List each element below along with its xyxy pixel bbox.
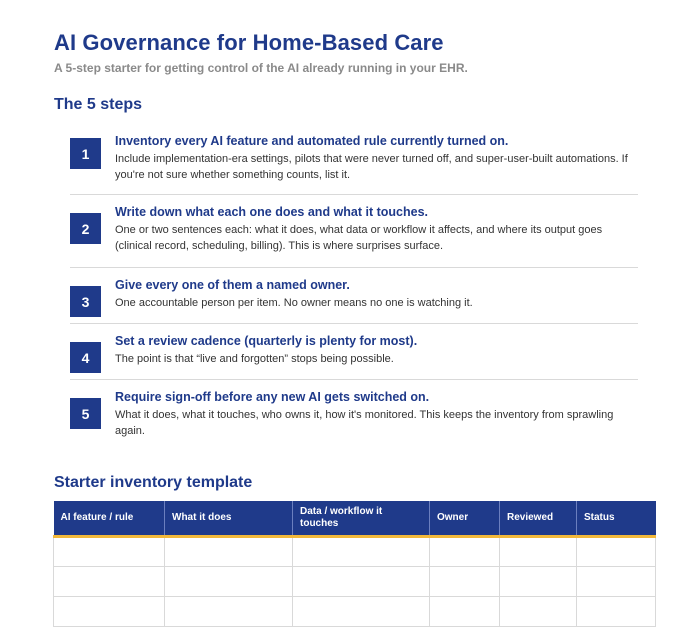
page-title: AI Governance for Home-Based Care: [54, 30, 444, 55]
column-header-what-it-does: What it does: [165, 501, 293, 536]
table-cell[interactable]: [430, 596, 500, 626]
step-body: [115, 389, 638, 439]
step-description: One accountable person per item. No owner means no one is watching it.: [115, 297, 473, 309]
step-number-badge: 5: [70, 398, 101, 429]
table-cell[interactable]: [430, 566, 500, 596]
table-cell[interactable]: [293, 566, 430, 596]
step-body: [115, 204, 638, 254]
step-number-badge: 4: [70, 342, 101, 373]
table-row: [54, 566, 656, 596]
table-cell[interactable]: [54, 536, 165, 566]
step-heading: Inventory every AI feature and automated rule currently turned on.: [115, 134, 509, 148]
table-row: [54, 596, 656, 626]
step-item: [70, 126, 638, 195]
table-cell[interactable]: [500, 536, 577, 566]
step-item: [70, 195, 638, 268]
step-body: [115, 277, 638, 311]
table-row: [54, 536, 656, 566]
step-description: One or two sentences each: what it does, what data or workflow it affects, and where its output goes (clinical record, scheduling, billing). This is where surprises surface.: [115, 224, 603, 252]
page-subtitle: A 5-step starter for getting control of the AI already running in your EHR.: [54, 61, 468, 75]
steps-heading: The 5 steps: [54, 96, 143, 113]
step-number-badge: 2: [70, 213, 101, 244]
step-body: [115, 333, 638, 367]
step-number-badge: 1: [70, 138, 101, 169]
table-cell[interactable]: [293, 536, 430, 566]
step-number-badge: 3: [70, 286, 101, 317]
step-heading: Require sign-off before any new AI gets switched on.: [115, 390, 430, 404]
step-item: [70, 380, 638, 444]
table-cell[interactable]: [500, 566, 577, 596]
step-description: The point is that “live and forgotten” stops being possible.: [115, 353, 394, 365]
table-cell[interactable]: [430, 536, 500, 566]
column-header-owner: Owner: [430, 501, 500, 536]
steps-list: [70, 126, 638, 444]
table-cell[interactable]: [165, 566, 293, 596]
step-heading: Give every one of them a named owner.: [115, 278, 350, 292]
step-item: [70, 324, 638, 380]
step-body: [115, 133, 638, 183]
table-cell[interactable]: [577, 596, 656, 626]
step-item: [70, 268, 638, 324]
table-cell[interactable]: [577, 566, 656, 596]
step-heading: Set a review cadence (quarterly is plenty for most).: [115, 334, 418, 348]
column-header-reviewed: Reviewed: [500, 501, 577, 536]
inventory-table: [53, 501, 656, 627]
table-cell[interactable]: [165, 536, 293, 566]
step-description: Include implementation-era settings, pilots that were never turned off, and super-user-built automations. If you're not sure whether something counts, list it.: [115, 153, 628, 181]
table-cell[interactable]: [165, 596, 293, 626]
step-heading: Write down what each one does and what it touches.: [115, 205, 429, 219]
table-cell[interactable]: [54, 566, 165, 596]
table-cell[interactable]: [500, 596, 577, 626]
template-heading: Starter inventory template: [54, 474, 253, 491]
table-header-row: [54, 501, 656, 536]
column-header-status: Status: [577, 501, 656, 536]
table-cell[interactable]: [54, 596, 165, 626]
table-cell[interactable]: [577, 536, 656, 566]
table-cell[interactable]: [293, 596, 430, 626]
column-header-ai-feature: AI feature / rule: [54, 501, 165, 536]
column-header-data-workflow: Data / workflow it touches: [293, 501, 430, 536]
step-description: What it does, what it touches, who owns it, how it's monitored. This keeps the inventory from sprawling again.: [115, 409, 614, 437]
